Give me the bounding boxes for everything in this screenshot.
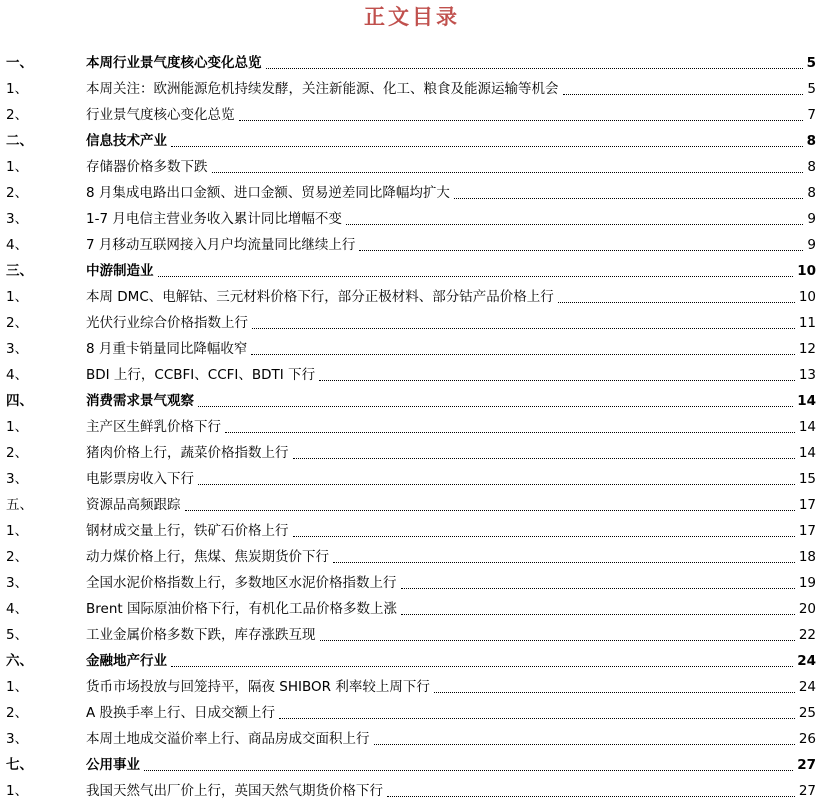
toc-dot-leader [144, 770, 793, 771]
toc-dot-leader [558, 302, 795, 303]
toc-page-number[interactable]: 27 [797, 757, 816, 773]
toc-entry-number: 五、 [6, 497, 33, 513]
toc-entry-number: 3、 [6, 211, 29, 227]
toc-subsection-entry[interactable] [0, 596, 824, 622]
toc-entry-title[interactable]: 猪肉价格上行，蔬菜价格指数上行 [86, 445, 289, 461]
toc-dot-leader [198, 484, 795, 485]
toc-subsection-entry[interactable] [0, 466, 824, 492]
toc-entry-number: 3、 [6, 341, 29, 357]
toc-entry-title[interactable]: 我国天然气出厂价上行，英国天然气期货价格下行 [86, 783, 383, 799]
toc-entry-number: 4、 [6, 601, 29, 617]
toc-subsection-entry[interactable] [0, 518, 824, 544]
toc-dot-leader [359, 250, 803, 251]
toc-page-number[interactable]: 17 [798, 523, 816, 539]
toc-page-number[interactable]: 5 [807, 81, 816, 97]
toc-entry-number: 3、 [6, 575, 29, 591]
toc-entry-title[interactable]: 光伏行业综合价格指数上行 [86, 315, 248, 331]
toc-entry-number: 1、 [6, 523, 29, 539]
toc-page-number[interactable]: 11 [798, 315, 816, 331]
toc-dot-leader [401, 588, 795, 589]
toc-page-number[interactable]: 14 [797, 393, 816, 409]
toc-subsection-entry[interactable] [0, 700, 824, 726]
toc-entry-number: 2、 [6, 705, 29, 721]
toc-entry-title[interactable]: 本周 DMC、电解钴、三元材料价格下行，部分正极材料、部分钴产品价格上行 [86, 289, 554, 305]
toc-entry-body [86, 548, 816, 566]
toc-entry-body [86, 158, 816, 176]
toc-section-entry[interactable] [0, 258, 824, 284]
toc-page-number[interactable]: 13 [798, 367, 816, 383]
toc-section-entry[interactable] [0, 648, 824, 674]
toc-subsection-entry[interactable] [0, 544, 824, 570]
toc-subsection-entry[interactable] [0, 778, 824, 804]
toc-subsection-entry[interactable] [0, 726, 824, 752]
toc-entry-number: 四、 [6, 393, 33, 409]
toc-page-number[interactable]: 15 [798, 471, 816, 487]
toc-page-number[interactable]: 8 [807, 185, 816, 201]
toc-dot-leader [293, 536, 795, 537]
toc-entry-body [86, 444, 816, 462]
toc-entry-number: 三、 [6, 263, 33, 279]
toc-entry-body [86, 262, 816, 280]
toc-page-number[interactable]: 14 [798, 445, 816, 461]
toc-subsection-entry[interactable] [0, 570, 824, 596]
toc-entry-number: 1、 [6, 81, 29, 97]
toc-entry-body [86, 236, 816, 254]
toc-page-number[interactable]: 8 [807, 159, 816, 175]
toc-entry-number: 2、 [6, 107, 29, 123]
toc-entry-body [86, 106, 816, 124]
toc-entry-body [86, 574, 816, 592]
toc-subsection-entry[interactable] [0, 440, 824, 466]
toc-entry-title[interactable]: 存储器价格多数下跌 [86, 159, 208, 175]
toc-entry-body [86, 288, 816, 306]
toc-subsection-entry[interactable] [0, 206, 824, 232]
toc-entry-body [86, 340, 816, 358]
toc-subsection-entry[interactable] [0, 284, 824, 310]
table-of-contents [0, 50, 824, 804]
toc-entry-title[interactable]: 中游制造业 [86, 263, 154, 279]
toc-entry-body [86, 756, 816, 774]
toc-page-number[interactable]: 14 [798, 419, 816, 435]
toc-dot-leader [266, 68, 803, 69]
toc-entry-title[interactable]: 8 月集成电路出口金额、进口金额、贸易逆差同比降幅均扩大 [86, 185, 450, 201]
toc-section-entry[interactable] [0, 388, 824, 414]
toc-entry-body [86, 80, 816, 98]
toc-page-number[interactable]: 17 [798, 497, 816, 513]
toc-entry-body [86, 210, 816, 228]
toc-dot-leader [346, 224, 804, 225]
toc-entry-body [86, 704, 816, 722]
toc-page-number[interactable]: 8 [806, 133, 816, 149]
toc-page-number[interactable]: 26 [798, 731, 816, 747]
toc-dot-leader [171, 666, 793, 667]
toc-entry-number: 六、 [6, 653, 33, 669]
toc-section-entry[interactable] [0, 752, 824, 778]
toc-entry-number: 1、 [6, 783, 29, 799]
toc-subsection-entry[interactable] [0, 102, 824, 128]
toc-entry-body [86, 54, 816, 72]
toc-dot-leader [279, 718, 795, 719]
toc-dot-leader [387, 796, 795, 797]
toc-entry-body [86, 496, 816, 514]
toc-dot-leader [320, 640, 795, 641]
toc-entry-title[interactable]: 货币市场投放与回笼持平，隔夜 SHIBOR 利率较上周下行 [86, 679, 430, 695]
toc-entry-title[interactable]: 公用事业 [86, 757, 140, 773]
toc-dot-leader [401, 614, 795, 615]
toc-entry-title[interactable]: 8 月重卡销量同比降幅收窄 [86, 341, 248, 357]
toc-entry-number: 二、 [6, 133, 33, 149]
toc-subsection-entry[interactable] [0, 180, 824, 206]
toc-page-number[interactable]: 18 [798, 549, 816, 565]
toc-dot-leader [225, 432, 795, 433]
toc-entry-number: 2、 [6, 549, 29, 565]
toc-subsection-entry[interactable] [0, 310, 824, 336]
toc-entry-body [86, 626, 816, 644]
toc-page-number[interactable]: 27 [798, 783, 816, 799]
toc-entry-title[interactable]: 钢材成交量上行，铁矿石价格上行 [86, 523, 289, 539]
toc-entry-title[interactable]: 7 月移动互联网接入月户均流量同比继续上行 [86, 237, 356, 253]
toc-entry-title[interactable]: 本周土地成交溢价率上行、商品房成交面积上行 [86, 731, 370, 747]
toc-entry-body [86, 782, 816, 800]
toc-page-number[interactable]: 9 [807, 211, 816, 227]
toc-subsection-entry[interactable] [0, 232, 824, 258]
toc-page-number[interactable]: 12 [798, 341, 816, 357]
toc-entry-number: 3、 [6, 471, 29, 487]
toc-section-entry[interactable] [0, 128, 824, 154]
toc-entry-body [86, 600, 816, 618]
toc-entry-body [86, 730, 816, 748]
toc-page-number[interactable]: 24 [797, 653, 816, 669]
toc-title: 正文目录 [364, 4, 460, 29]
toc-entry-number: 5、 [6, 627, 29, 643]
toc-entry-title[interactable]: 本周关注：欧洲能源危机持续发酵，关注新能源、化工、粮食及能源运输等机会 [86, 81, 559, 97]
toc-page-number[interactable]: 22 [798, 627, 816, 643]
toc-entry-number: 七、 [6, 757, 33, 773]
toc-entry-number: 1、 [6, 679, 29, 695]
toc-entry-body [86, 418, 816, 436]
toc-dot-leader [251, 354, 794, 355]
toc-dot-leader [212, 172, 804, 173]
toc-entry-title[interactable]: 资源品高频跟踪 [86, 497, 181, 513]
toc-entry-number: 2、 [6, 445, 29, 461]
toc-section-entry[interactable] [0, 50, 824, 76]
toc-entry-body [86, 314, 816, 332]
toc-entry-number: 1、 [6, 419, 29, 435]
toc-entry-body [86, 470, 816, 488]
toc-entry-title[interactable]: 动力煤价格上行，焦煤、焦炭期货价下行 [86, 549, 329, 565]
toc-entry-number: 2、 [6, 185, 29, 201]
toc-entry-title[interactable]: 电影票房收入下行 [86, 471, 194, 487]
toc-page-number[interactable]: 5 [806, 55, 816, 71]
toc-page-number[interactable]: 20 [798, 601, 816, 617]
toc-page-number[interactable]: 7 [807, 107, 816, 123]
toc-entry-title[interactable]: 信息技术产业 [86, 133, 167, 149]
toc-dot-leader [454, 198, 804, 199]
toc-dot-leader [319, 380, 795, 381]
toc-entry-number: 1、 [6, 159, 29, 175]
toc-page-number[interactable]: 9 [807, 237, 816, 253]
toc-dot-leader [185, 510, 795, 511]
toc-entry-title[interactable]: 1-7 月电信主营业务收入累计同比增幅不变 [86, 211, 342, 227]
toc-page-number[interactable]: 10 [797, 263, 816, 279]
toc-subsection-entry[interactable] [0, 414, 824, 440]
toc-entry-title[interactable]: 消费需求景气观察 [86, 393, 194, 409]
toc-entry-title[interactable]: A 股换手率上行、日成交额上行 [86, 705, 276, 721]
toc-entry-number: 4、 [6, 237, 29, 253]
toc-page-number[interactable]: 10 [798, 289, 816, 305]
toc-subsection-entry[interactable] [0, 622, 824, 648]
toc-dot-leader [171, 146, 803, 147]
toc-entry-body [86, 366, 816, 384]
toc-dot-leader [333, 562, 795, 563]
toc-entry-title[interactable]: 全国水泥价格指数上行，多数地区水泥价格指数上行 [86, 575, 397, 591]
toc-entry-number: 2、 [6, 315, 29, 331]
toc-entry-title[interactable]: Brent 国际原油价格下行，有机化工品价格多数上涨 [86, 601, 397, 617]
toc-subsection-entry[interactable] [0, 76, 824, 102]
toc-entry-body [86, 678, 816, 696]
toc-entry-body [86, 522, 816, 540]
toc-subsection-entry[interactable] [0, 362, 824, 388]
toc-entry-body [86, 652, 816, 670]
toc-dot-leader [563, 94, 804, 95]
toc-entry-number: 3、 [6, 731, 29, 747]
toc-dot-leader [252, 328, 795, 329]
toc-dot-leader [198, 406, 793, 407]
toc-entry-title[interactable]: 金融地产行业 [86, 653, 167, 669]
toc-page-number[interactable]: 25 [798, 705, 816, 721]
toc-page-number[interactable]: 19 [798, 575, 816, 591]
toc-subsection-entry[interactable] [0, 336, 824, 362]
toc-page-number[interactable]: 24 [798, 679, 816, 695]
toc-dot-leader [434, 692, 795, 693]
toc-subsection-entry[interactable] [0, 154, 824, 180]
toc-entry-number: 一、 [6, 55, 33, 71]
toc-dot-leader [239, 120, 804, 121]
toc-entry-title[interactable]: BDI 上行，CCBFI、CCFI、BDTI 下行 [86, 367, 316, 383]
toc-entry-body [86, 392, 816, 410]
toc-entry-number: 4、 [6, 367, 29, 383]
toc-entry-body [86, 184, 816, 202]
toc-subsection-entry[interactable] [0, 492, 824, 518]
toc-dot-leader [374, 744, 795, 745]
toc-entry-title[interactable]: 行业景气度核心变化总览 [86, 107, 235, 123]
toc-entry-title[interactable]: 工业金属价格多数下跌，库存涨跌互现 [86, 627, 316, 643]
toc-entry-number: 1、 [6, 289, 29, 305]
toc-entry-body [86, 132, 816, 150]
toc-entry-title[interactable]: 本周行业景气度核心变化总览 [86, 55, 262, 71]
toc-dot-leader [293, 458, 795, 459]
toc-dot-leader [158, 276, 794, 277]
toc-entry-title[interactable]: 主产区生鲜乳价格下行 [86, 419, 221, 435]
toc-subsection-entry[interactable] [0, 674, 824, 700]
